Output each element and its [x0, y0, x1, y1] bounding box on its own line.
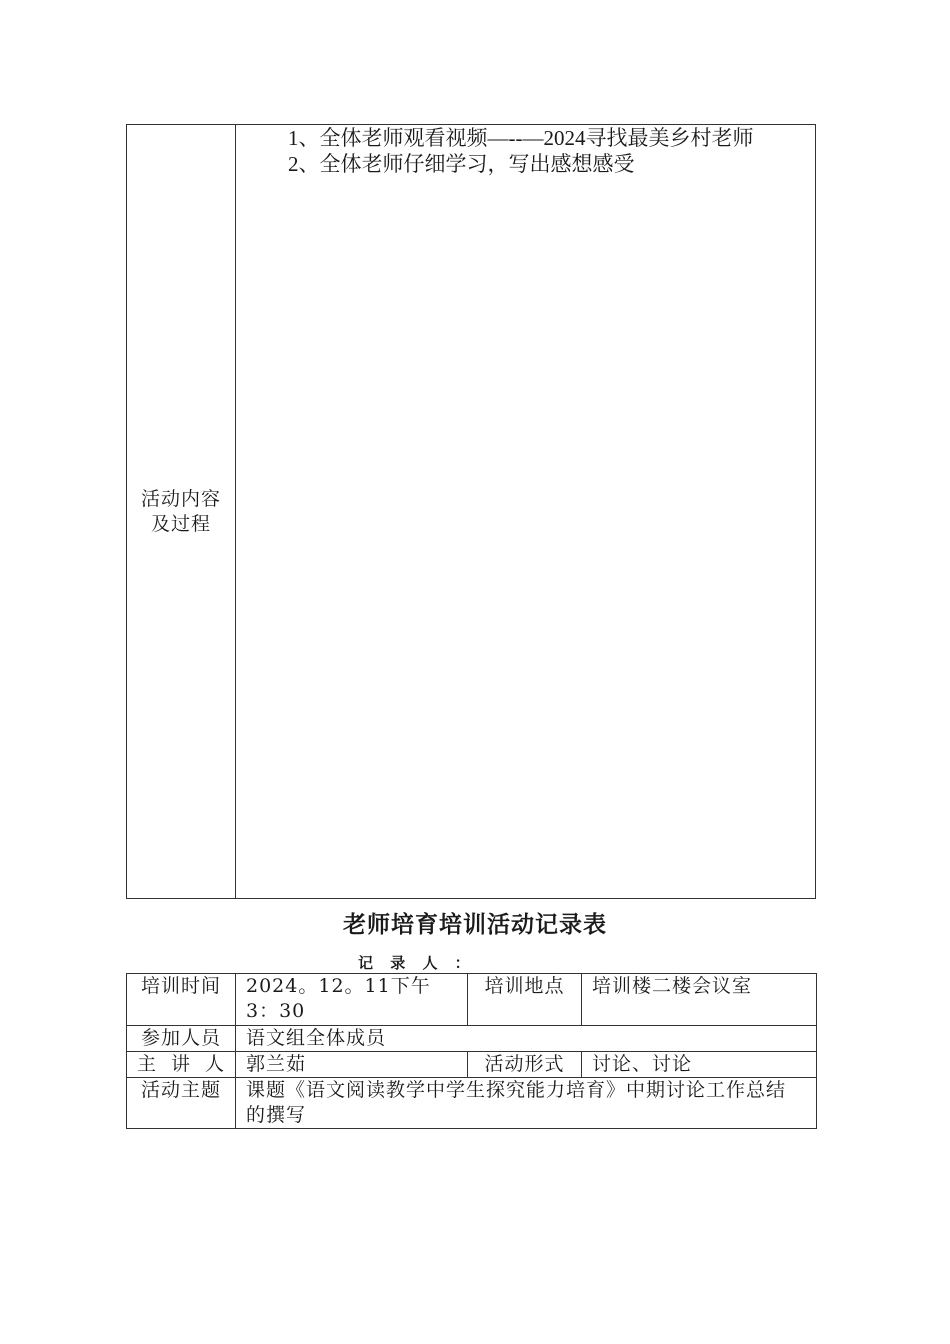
place-label: 培训地点 — [468, 974, 582, 1026]
time-label: 培训时间 — [127, 974, 236, 1026]
table-row — [127, 1026, 817, 1052]
activity-item: 2、全体老师仔细学习，写出感想感受 — [288, 152, 635, 176]
table-row — [127, 974, 817, 1026]
activity-label: 活动内容及过程 — [140, 487, 221, 535]
activity-table — [126, 124, 816, 899]
place-value: 培训楼二楼会议室 — [582, 974, 817, 1026]
participants-label: 参加人员 — [127, 1026, 236, 1052]
theme-label: 活动主题 — [127, 1078, 236, 1129]
speaker-value: 郭兰茹 — [236, 1052, 468, 1078]
table-row — [127, 1078, 817, 1129]
activity-label-cell — [127, 125, 236, 898]
activity-content-cell — [236, 125, 815, 898]
speaker-label: 主讲人 — [127, 1052, 236, 1078]
form-title: 老师培育培训活动记录表 — [343, 911, 607, 938]
activity-item: 1、全体老师观看视频—--—2024寻找最美乡村老师 — [288, 126, 754, 150]
training-info-table — [126, 973, 817, 1129]
table-row — [127, 1052, 817, 1078]
activity-form-value: 讨论、讨论 — [582, 1052, 817, 1078]
theme-value: 课题《语文阅读教学中学生探究能力培育》中期讨论工作总结 的撰写 — [236, 1078, 817, 1129]
recorder-label: 记 录 人 ： — [358, 954, 476, 972]
participants-value: 语文组全体成员 — [236, 1026, 817, 1052]
activity-form-label: 活动形式 — [468, 1052, 582, 1078]
time-value: 2024。12。11下午3：30 — [236, 974, 468, 1026]
